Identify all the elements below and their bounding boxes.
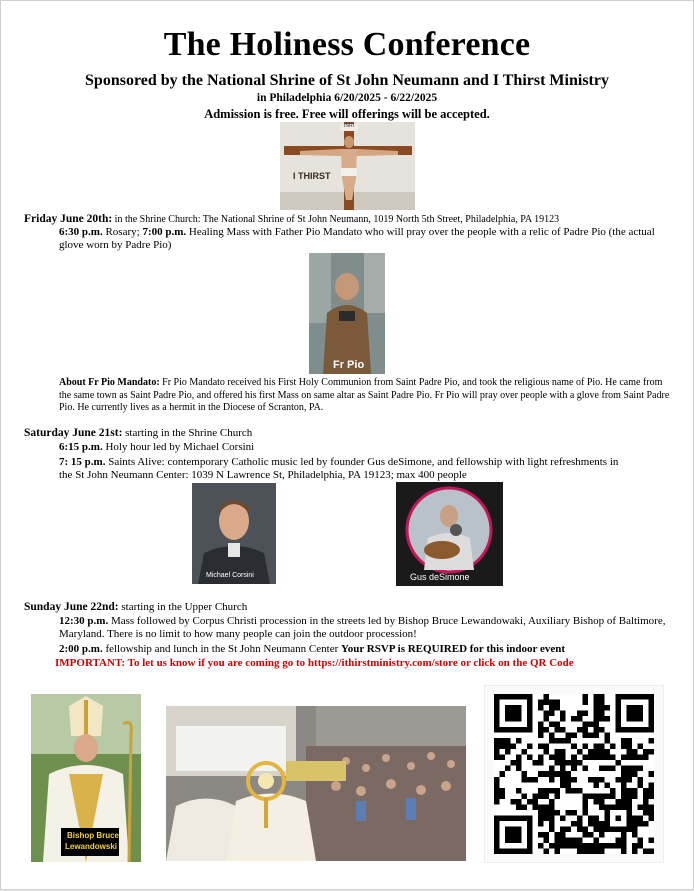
sunday-mass-text: Mass followed by Corpus Christi procession in the streets led by Bishop Bruce Lewandowaki, Auxiliary Bishop of Baltimore, Maryland. There is no limit to how many people can join the outdoor procession! xyxy=(59,615,666,640)
friday-time-rosary: 6:30 p.m. xyxy=(59,226,103,238)
bishop-photo xyxy=(31,694,141,862)
sunday-lunch-text: fellowship and lunch in the St John Neumann Center xyxy=(102,643,341,655)
fr-pio-caption: Fr Pio xyxy=(333,359,365,371)
saturday-time-holy-hour: 6:15 p.m. xyxy=(59,441,103,453)
crucifix-image xyxy=(280,122,415,210)
sunday-time-mass: 12:30 p.m. xyxy=(59,615,109,627)
sponsor-line: Sponsored by the National Shrine of St John Neumann and I Thirst Ministry xyxy=(85,72,609,89)
friday-intro xyxy=(24,213,674,226)
bishop-caption-line1: Bishop Bruce xyxy=(67,831,120,840)
fr-pio-figure-icon xyxy=(309,253,385,374)
michael-corsini-photo xyxy=(192,483,276,584)
friday-mass-text: Healing Mass with Father Pio Mandato who will pray over the people with a relic of Padre Pio (the actual glove worn by Padre Pio) xyxy=(59,226,655,251)
location-dates: in Philadelphia 6/20/2025 - 6/22/2025 xyxy=(256,92,438,104)
gus-desimone-figure-icon xyxy=(396,482,503,586)
fr-pio-about xyxy=(59,377,671,415)
saturday-holy-hour-text: Holy hour led by Michael Corsini xyxy=(102,441,255,453)
friday-intro-text: in the Shrine Church: The National Shrine of St John Neumann, 1019 North 5th Street, Philadelphia, PA 19123 xyxy=(112,214,560,225)
sunday-intro-text: starting in the Upper Church xyxy=(118,601,248,613)
michael-corsini-caption: Michael Corsini xyxy=(206,572,254,579)
saturday-saints-alive-text: Saints Alive: contemporary Catholic music led by founder Gus deSimone, and fellowship with light refreshments in the St John Neumann Center: 1039 N Lawrence St, Philadelphia, PA 19123; max 400 people xyxy=(59,456,619,481)
qr-code[interactable] xyxy=(484,685,664,863)
saturday-saints-alive xyxy=(59,456,624,482)
saturday-holy-hour xyxy=(59,441,664,454)
crucifix-icon xyxy=(280,122,415,210)
friday-time-mass: 7:00 p.m. xyxy=(142,226,187,238)
fr-pio-about-heading: About Fr Pio Mandato: xyxy=(59,377,160,388)
friday-heading: Friday June 20th: xyxy=(24,213,113,225)
i-thirst-label: I THIRST xyxy=(293,171,331,181)
saturday-time-saints-alive: 7: 15 p.m. xyxy=(59,456,106,468)
gus-desimone-caption: Gus deSimone xyxy=(410,572,470,582)
crucifix-inri: INRI xyxy=(344,123,354,129)
procession-photo xyxy=(166,706,466,861)
admission-note: Admission is free. Free will offerings will be accepted. xyxy=(204,107,490,121)
sunday-heading: Sunday June 22nd: xyxy=(24,601,119,613)
friday-rosary-text: Rosary; xyxy=(102,226,143,238)
sunday-time-lunch: 2:00 p.m. xyxy=(59,643,103,655)
important-note: IMPORTANT: To let us know if you are coming go to https://ithirstministry.com/store or click on the QR Code xyxy=(55,657,574,669)
fr-pio-about-text: Fr Pio Mandato received his First Holy Communion from Saint Padre Pio, and took the religious name of Pio. He came from the same town as Saint Padre Pio, and offered his first Mass on same altar as Saint Padre Pio. Fr Pio will pray over people with a glove from Saint Padre Pio. He currently lives as a hermit in the Diocese of Scranton, PA. xyxy=(59,377,670,414)
saturday-intro xyxy=(24,427,674,440)
friday-schedule xyxy=(59,226,664,252)
sunday-lunch xyxy=(59,643,671,656)
procession-scene-icon xyxy=(166,706,466,861)
page-title: The Holiness Conference xyxy=(163,26,531,63)
saturday-heading: Saturday June 21st: xyxy=(24,427,123,439)
gus-desimone-photo xyxy=(396,482,503,586)
bishop-caption-line2: Lewandowski xyxy=(65,842,118,851)
sunday-rsvp: Your RSVP is REQUIRED for this indoor event xyxy=(341,643,566,655)
qr-code-icon[interactable] xyxy=(494,694,654,854)
fr-pio-photo xyxy=(309,253,385,374)
sunday-mass xyxy=(59,615,671,641)
sunday-intro xyxy=(24,601,674,614)
michael-corsini-figure-icon xyxy=(192,483,276,584)
saturday-intro-text: starting in the Shrine Church xyxy=(122,427,253,439)
